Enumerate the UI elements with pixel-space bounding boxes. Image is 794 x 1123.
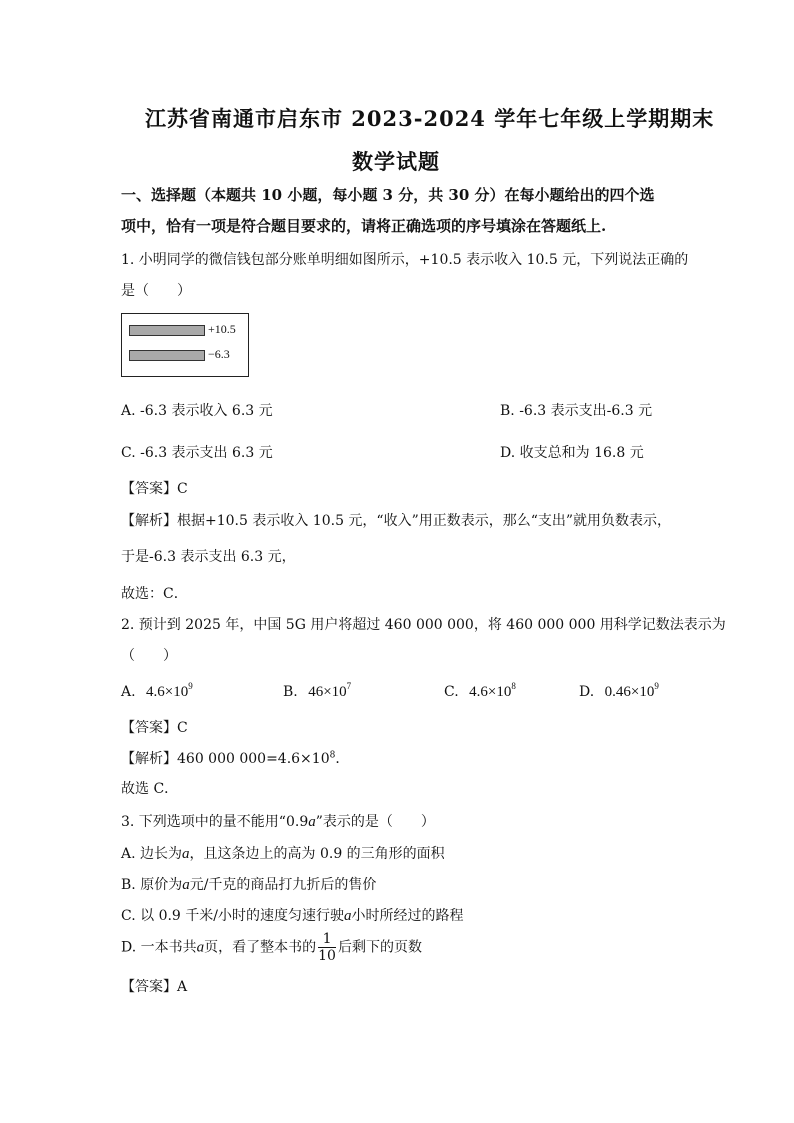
page-subtitle: 数学试题 <box>352 149 440 174</box>
q2-option-b-exponent: 7 <box>346 681 352 691</box>
income-bar <box>129 325 205 336</box>
q2-option-c-label: C. <box>444 684 459 700</box>
q3-option-d-middle: 页，看了整本书的 <box>204 939 317 956</box>
q1-answer: 【答案】C <box>121 481 188 497</box>
q2-analysis-text: 【解析】460 000 000=4.6×10 <box>121 751 330 767</box>
q3-stem-variable: a <box>308 814 316 830</box>
q2-option-a-mantissa: 4.6×10 <box>146 684 189 700</box>
q3-answer: 【答案】A <box>121 979 188 995</box>
q2-option-d-mantissa: 0.46×10 <box>604 684 655 700</box>
q2-option-c-value <box>469 681 516 700</box>
q3-option-a-suffix: ，且这条边上的高为 0.9 的三角形的面积 <box>189 846 445 862</box>
q2-conclusion: 故选 C． <box>121 781 179 797</box>
q3-stem <box>121 811 435 831</box>
q3-option-b-variable: a <box>182 877 190 893</box>
q3-option-b-suffix: 元/千克的商品打九折后的售价 <box>189 877 377 893</box>
q3-option-c <box>121 905 464 925</box>
q1-option-d: D. 收支总和为 16.8 元 <box>500 445 644 461</box>
q1-analysis-line1: 【解析】根据+10.5 表示收入 10.5 元，“收入”用正数表示，那么“支出”就用负数表示， <box>121 513 672 529</box>
q2-option-a-label: A. <box>121 684 136 700</box>
q2-option-d <box>579 681 659 701</box>
q3-option-d-variable: a <box>196 939 205 956</box>
q3-option-a-prefix: A. 边长为 <box>121 846 183 862</box>
section-heading-line2: 项中，恰有一项是符合题目要求的，请将正确选项的序号填涂在答题纸上. <box>121 217 607 235</box>
q3-option-d <box>121 931 422 964</box>
income-bar-label: +10.5 <box>208 322 236 336</box>
q3-option-c-prefix: C. 以 0.9 千米/小时的速度匀速行驶 <box>121 908 344 924</box>
q3-option-c-variable: a <box>344 908 352 924</box>
q3-stem-suffix: ”表示的是（ ） <box>315 814 435 830</box>
q3-option-d-prefix: D. 一本书共 <box>121 939 197 956</box>
q3-option-a <box>121 843 445 863</box>
q1-option-a: A. -6.3 表示收入 6.3 元 <box>121 403 273 419</box>
q2-option-a-exponent: 9 <box>188 681 193 691</box>
q3-option-c-suffix: 小时所经过的路程 <box>351 908 464 924</box>
q2-option-d-exponent: 9 <box>654 681 659 691</box>
q2-option-c <box>444 681 516 701</box>
q2-option-a <box>121 681 193 701</box>
q3-option-b-prefix: B. 原价为 <box>121 877 183 893</box>
q1-option-c: C. -6.3 表示支出 6.3 元 <box>121 445 273 461</box>
wallet-bill-figure <box>121 313 249 377</box>
q1-stem-line1: 1. 小明同学的微信钱包部分账单明细如图所示，+10.5 表示收入 10.5 元，下列说法正确的 <box>121 252 689 268</box>
fraction-numerator: 1 <box>318 931 336 948</box>
q1-conclusion: 故选：C． <box>121 586 188 602</box>
q2-option-b-label: B. <box>283 684 298 700</box>
q1-stem-line2: 是（ ） <box>121 283 191 299</box>
q2-analysis-exponent: 8 <box>329 750 336 761</box>
one-tenth-fraction <box>318 931 336 964</box>
q2-option-a-value <box>146 681 193 700</box>
q2-option-b <box>283 681 351 701</box>
q3-stem-prefix: 3. 下列选项中的量不能用“0.9 <box>121 814 309 830</box>
q2-answer: 【答案】C <box>121 720 188 736</box>
q2-option-b-mantissa: 46×10 <box>308 684 347 700</box>
q2-stem-line1: 2. 预计到 2025 年，中国 5G 用户将超过 460 000 000，将 460 000 000 用科学记数法表示为 <box>121 617 726 633</box>
q3-option-b <box>121 874 376 894</box>
q2-option-b-value <box>308 681 352 700</box>
q2-analysis <box>121 748 349 768</box>
q2-option-d-value <box>604 681 659 700</box>
q1-option-b: B. -6.3 表示支出-6.3 元 <box>500 403 653 419</box>
q2-analysis-end: ． <box>335 751 350 767</box>
q3-option-d-suffix: 后剩下的页数 <box>337 939 422 956</box>
q2-option-c-exponent: 8 <box>511 681 516 691</box>
q1-analysis-line2: 于是-6.3 表示支出 6.3 元， <box>121 549 296 565</box>
q2-option-c-mantissa: 4.6×10 <box>469 684 512 700</box>
q3-option-a-variable: a <box>182 846 190 862</box>
expense-bar <box>129 350 205 361</box>
fraction-denominator: 10 <box>318 948 336 964</box>
q2-stem-line2: （ ） <box>121 648 177 664</box>
expense-bar-label: −6.3 <box>208 347 230 361</box>
page-title: 江苏省南通市启东市 2023-2024 学年七年级上学期期末 <box>145 106 715 131</box>
q2-option-d-label: D. <box>579 684 595 700</box>
section-heading-line1: 一、选择题（本题共 10 小题，每小题 3 分，共 30 分）在每小题给出的四个选 <box>121 186 655 204</box>
